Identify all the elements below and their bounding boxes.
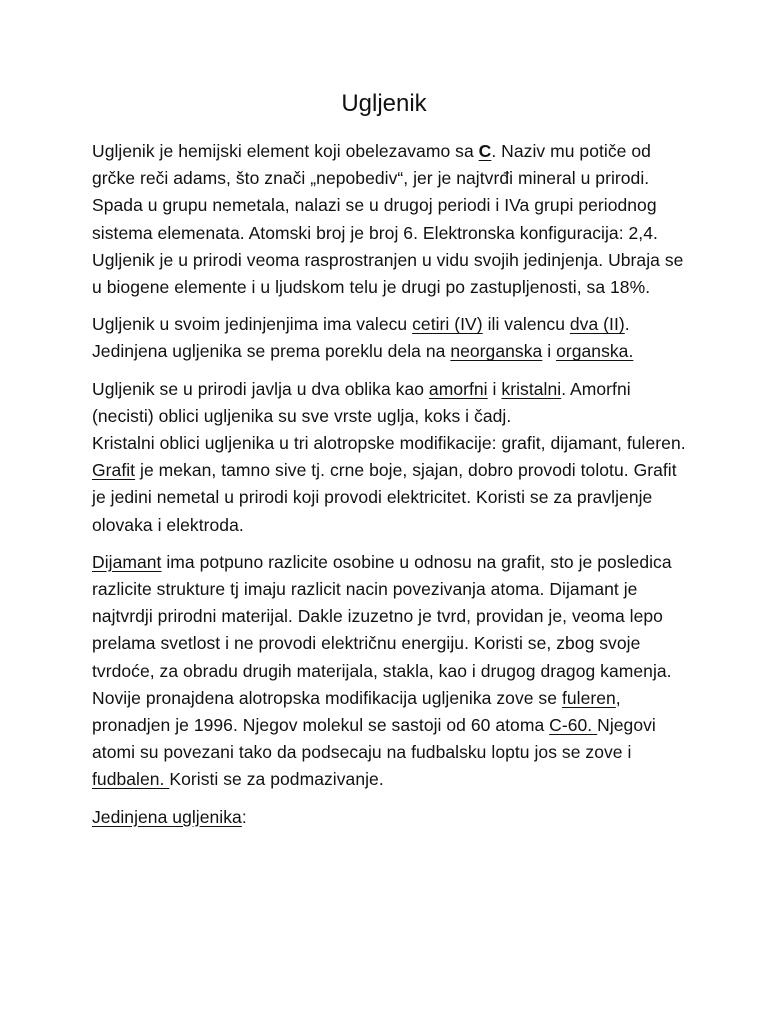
- text-span: Ugljenik se u prirodi javlja u dva oblika kao: [92, 378, 429, 399]
- text-span: . Naziv mu potiče od grčke reči adams, što znači „nepobediv“, jer je najtvrđi mineral u prirodi. Spada u grupu nemetala, nalazi se u drugoj periodi i IVa grupi periodnog sistema elemenata. Atomski broj je broj 6. Elektronska konfiguracija: 2,4. Ugljenik je u prirodi veoma rasprostranjen u vidu svojih jedinjenja. Ubraja se u biogene elemente i u ljudskom telu je drugi po zastupljenosti, sa 18%.: [92, 141, 684, 298]
- text-span: , pronadjen je 1996. Njegov molekul se sastoji od 60 atoma: [92, 687, 621, 736]
- text-span: ili valencu: [482, 314, 570, 335]
- underlined-term-crystalline: kristalni: [501, 378, 562, 399]
- underlined-term-organic: organska.: [556, 341, 634, 362]
- text-span: i: [487, 378, 502, 399]
- text-span: Ugljenik u svoim jedinjenjima ima valecu: [92, 314, 413, 335]
- element-symbol: C: [478, 141, 492, 161]
- underlined-term-diamond: Dijamant: [92, 551, 162, 572]
- paragraph-intro: [92, 138, 692, 301]
- text-span: :: [241, 806, 247, 827]
- document-body: [92, 138, 692, 841]
- underlined-term-valence-four: cetiri (IV): [412, 314, 483, 335]
- underlined-term-amorphous: amorfni: [428, 378, 488, 399]
- underlined-term-compounds: Jedinjena ugljenika: [92, 806, 242, 827]
- text-span: . Amorfni (necisti) oblici ugljenika su sve vrste uglja, koks i čadj.: [92, 378, 631, 426]
- paragraph-valence: [92, 311, 692, 365]
- text-span: i: [542, 341, 557, 362]
- text-span: . Jedinjena ugljenika se prema poreklu dela na: [92, 314, 630, 362]
- text-span: je mekan, tamno sive tj. crne boje, sjajan, dobro provodi tolotu. Grafit je jedini nemetal u prirodi koji provodi elektricitet. Koristi se za pravljenje olovaka i elektroda.: [92, 460, 677, 535]
- paragraph-forms: [92, 376, 692, 539]
- text-span: Ugljenik je hemijski element koji obelezavamo sa: [92, 141, 479, 161]
- text-line-crystalline-forms: Kristalni oblici ugljenika u tri alotropske modifikacije: grafit, dijamant, fuleren.: [92, 433, 686, 454]
- text-span: Njegovi atomi su povezani tako da podsecaju na fudbalsku loptu jos se zove i: [92, 715, 656, 763]
- underlined-term-inorganic: neorganska: [450, 341, 543, 362]
- underlined-term-valence-two: dva (II): [569, 314, 625, 335]
- page-title: Ugljenik: [341, 90, 427, 117]
- text-span: ima potpuno razlicite osobine u odnosu na grafit, sto je posledica razlicite strukture tj imaju razlicit nacin povezivanja atoma. Dijamant je najtvrdji prirodni materijal. Dakle izuzetno je tvrd, providan je, veoma lepo prelama svetlost i ne provodi električnu energiju. Koristi se, zbog svoje tvrdoće, za obradu drugih materijala, stakla, kao i drugog dragog kamenja.: [92, 551, 672, 681]
- text-span: Novije pronajdena alotropska modifikacija ugljenika zove se: [92, 687, 562, 708]
- paragraph-diamond-fullerene: [92, 549, 692, 794]
- underlined-term-c60: C-60.: [549, 715, 598, 736]
- underlined-term-fullerene: fuleren: [561, 687, 616, 708]
- underlined-term-fudbalen: fudbalen.: [92, 769, 170, 790]
- paragraph-compounds-heading: [92, 804, 692, 831]
- underlined-term-graphite: Grafit: [92, 460, 136, 481]
- text-span: Koristi se za podmazivanje.: [169, 769, 384, 790]
